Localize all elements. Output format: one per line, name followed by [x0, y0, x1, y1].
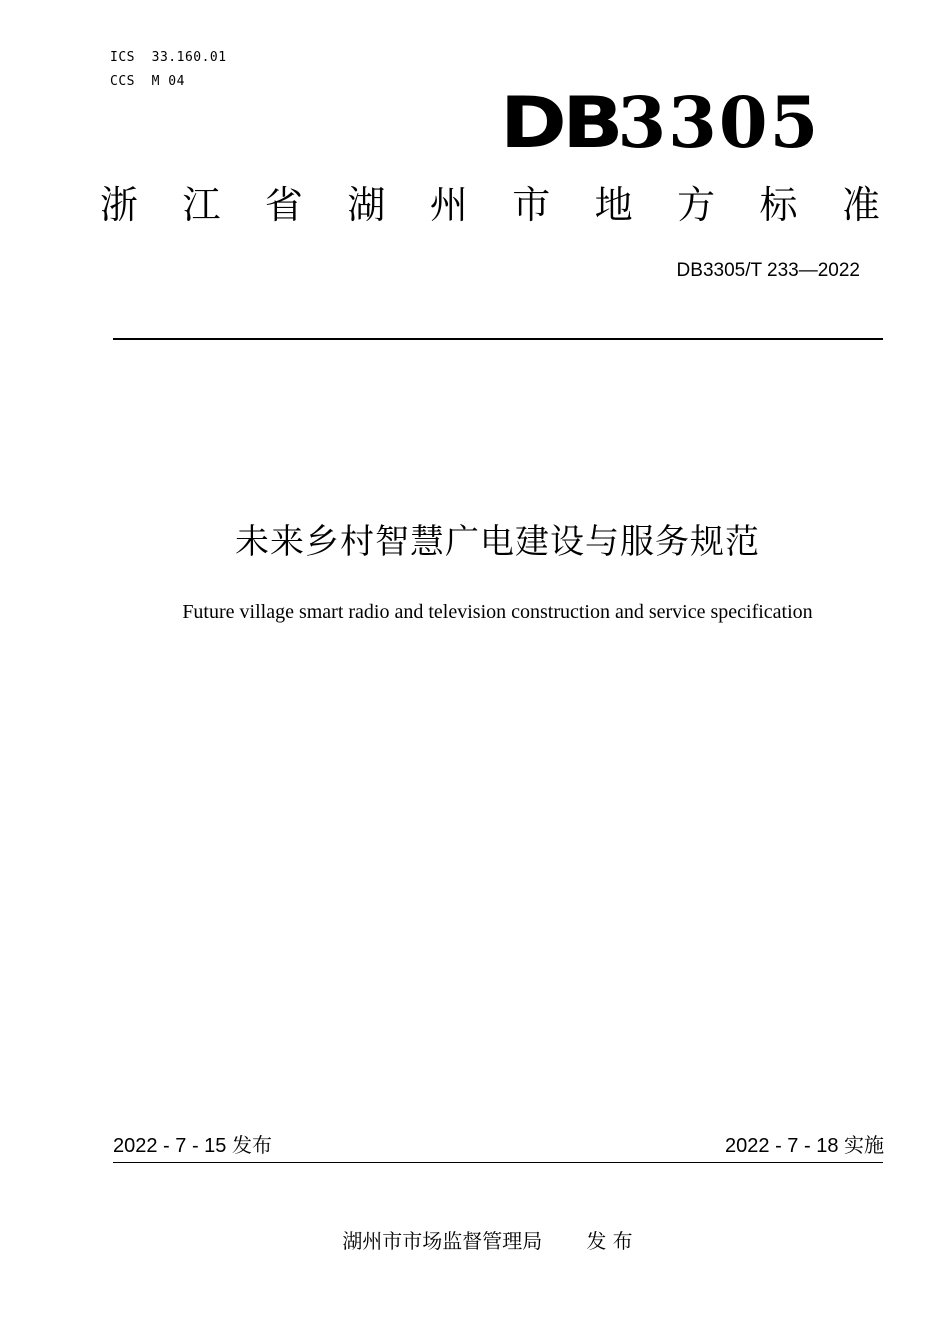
implementation-date: 2022 - 7 - 18 实施 — [725, 1135, 884, 1157]
db-mark-digits: 3305 — [617, 81, 821, 164]
document-title-chinese: 未来乡村智慧广电建设与服务规范 — [235, 522, 760, 562]
issuer-line — [0, 1226, 950, 1256]
top-divider — [113, 338, 883, 340]
ics-code: ICS 33.160.01 — [110, 50, 227, 65]
standard-type-title — [100, 180, 880, 230]
issue-date: 2022 - 7 - 15 发布 — [113, 1135, 272, 1157]
standard-number: DB3305/T 233—2022 — [676, 260, 860, 281]
standard-type-char: 地 — [594, 183, 633, 227]
db-mark-letters: DB — [500, 82, 619, 164]
issuing-authority: 湖州市市场监督管理局 — [342, 1229, 543, 1253]
issue-action: 发 布 — [586, 1229, 633, 1253]
ccs-code: CCS M 04 — [110, 74, 185, 89]
standard-type-char: 标 — [759, 183, 798, 227]
standard-type-char: 省 — [264, 183, 303, 227]
standard-type-char: 市 — [512, 183, 551, 227]
db-standard-mark — [500, 78, 821, 164]
standard-type-char: 湖 — [347, 183, 386, 227]
standard-type-char: 方 — [677, 183, 716, 227]
standard-type-char: 江 — [182, 183, 221, 227]
bottom-divider — [113, 1162, 883, 1163]
classification-codes — [110, 46, 227, 94]
standard-type-char: 准 — [841, 183, 880, 227]
standard-type-char: 浙 — [100, 183, 139, 227]
standard-type-char: 州 — [429, 183, 468, 227]
document-title-english: Future village smart radio and television construction and service specification — [182, 601, 813, 623]
